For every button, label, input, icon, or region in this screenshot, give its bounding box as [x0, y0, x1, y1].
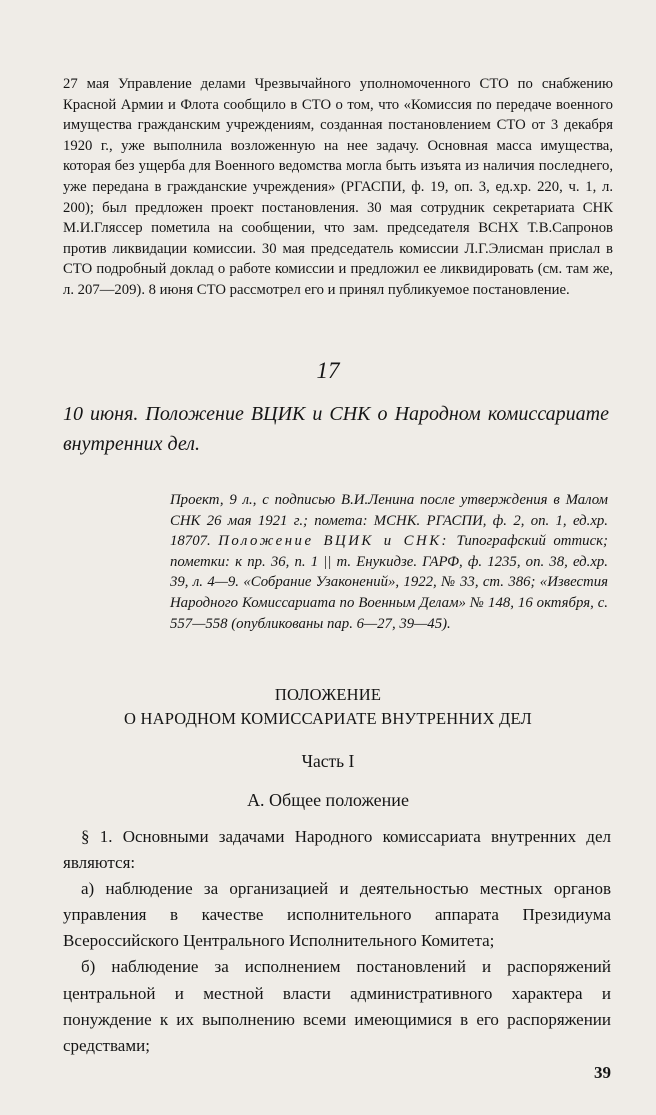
source-print-note: Типографский оттиск; пометки: к пр. 36, п. 1 || т. Енукидзе. ГАРФ, ф. 1235, оп. 38, ед.хр. 39, л. 4—9. «Собрание Узаконений», 1922, № 33, ст. 386; «Известия Народного Комиссариата по Военным Делам» № 148, 16 октября, с. 557—558 (опубликованы пар. 6—27, 39—45).: [170, 533, 608, 632]
body-text: [63, 824, 611, 1059]
heading-line-1: ПОЛОЖЕНИЕ: [274, 685, 382, 704]
paragraph-2: а) наблюдение за организацией и деятельностью местных органов управления в качестве исполнительного аппарата Президиума Всероссийского Центрального Исполнительного Комитета;: [63, 879, 611, 951]
source-project-note: Проект, 9 л., с подписью В.И.Ленина после утверждения в Малом СНК 26 мая 1921 г.; помета: МСНК. РГАСПИ, ф. 2, оп. 1, ед.хр. 18707.: [170, 492, 608, 550]
section-label: А. Общее положение: [247, 790, 409, 810]
paragraph-1: § 1. Основными задачами Народного комиссариата внутренних дел являются:: [63, 827, 611, 873]
archival-note: 27 мая Управление делами Чрезвычайного уполномоченного СТО по снабжению Красной Армии и Флота сообщило в СТО о том, что «Комиссия по передаче военного имущества гражданским учреждениям, созданная постановлением СТО от 3 декабря 1920 г., уже выполнила возложенную на нее задачу. Основная масса имущества, которая без ущерба для Военного ведомства могла быть изъята из наличия последнего, уже передана в гражданские учреждения» (РГАСПИ, ф. 19, оп. 3, ед.хр. 220, ч. 1, л. 200); был предложен проект постановления. 30 мая сотрудник секретариата СНК М.И.Гляссер пометила на сообщении, что зам. председателя ВСНХ Т.В.Сапронов против ликвидации комиссии. 30 мая председатель комиссии Л.Г.Элисман прислал в СТО подробный доклад о работе комиссии и предложил ее ликвидировать (см. там же, л. 207—209). 8 июня СТО рассмотрел его и принял публикуемое постановление.: [63, 76, 613, 298]
source-note: [170, 490, 608, 634]
heading-line-2: О НАРОДНОМ КОМИССАРИАТЕ ВНУТРЕННИХ ДЕЛ: [124, 709, 532, 728]
page-number: 39: [594, 1063, 611, 1082]
document-number: 17: [316, 358, 340, 383]
part-label: Часть I: [301, 751, 355, 771]
source-spaced-label: Положение ВЦИК и СНК:: [218, 533, 449, 550]
document-title: 10 июня. Положение ВЦИК и СНК о Народном комиссариате внутренних дел.: [63, 403, 609, 455]
paragraph-3: б) наблюдение за исполнением постановлений и распоряжений центральной и местной власти административного характера и понуждение к их выполнению всеми имеющимися в его распоряжении средствами;: [63, 957, 611, 1055]
